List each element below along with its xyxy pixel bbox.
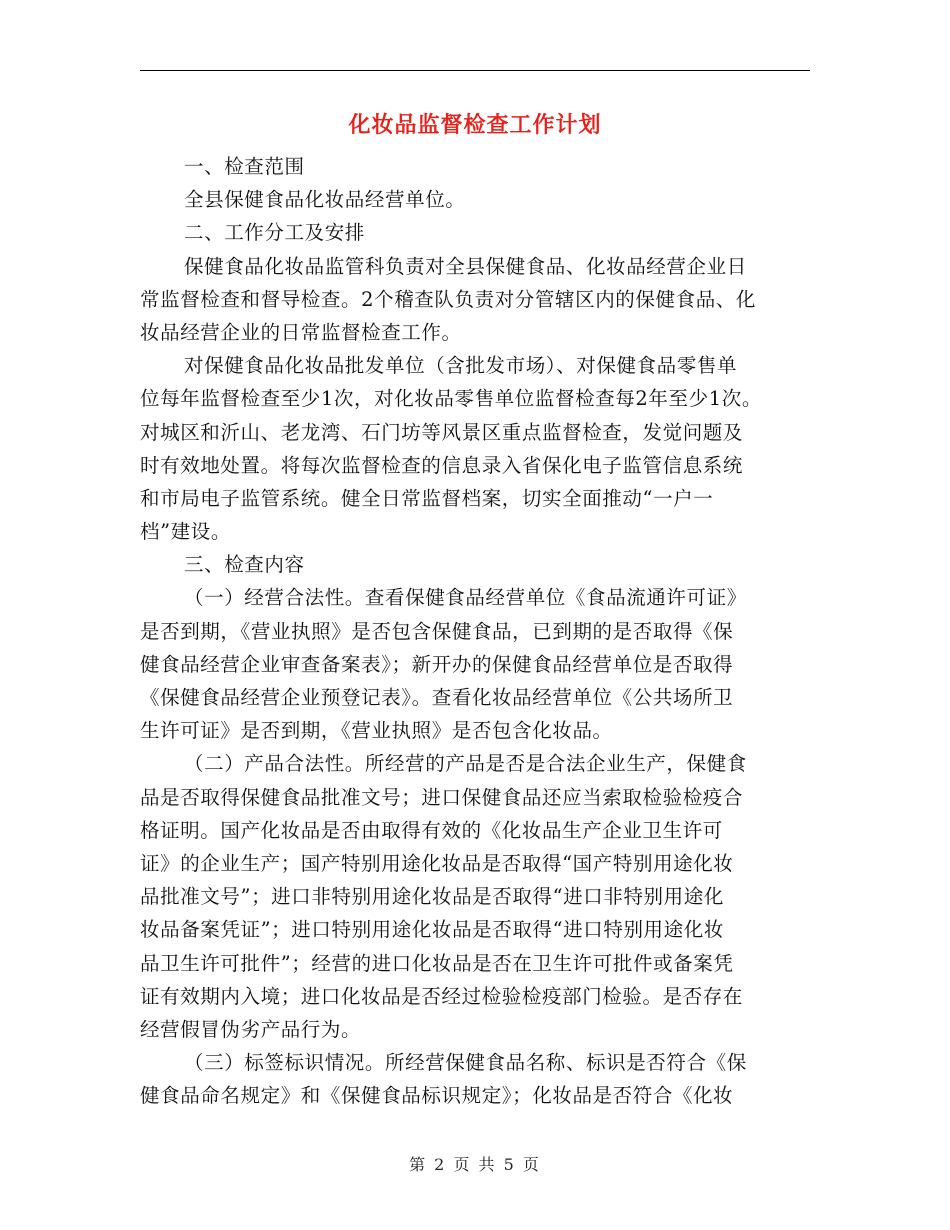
paragraph-line: 证》的企业生产；国产特别用途化妆品是否取得“国产特别用途化妆 <box>140 851 734 875</box>
paragraph-line: 证有效期内入境；进口化妆品是否经过检验检疫部门检验。是否存在 <box>140 984 744 1008</box>
paragraph-line: 档”建设。 <box>140 520 231 544</box>
section-heading-scope: 一、检查范围 <box>184 155 305 178</box>
paragraph-line: 妆品备案凭证”；进口特别用途化妆品是否取得“进口特别用途化妆 <box>140 918 724 942</box>
paragraph-line: （三）标签标识情况。所经营保健食品名称、标识是否符合《保 <box>184 1051 747 1075</box>
paragraph-line: 对保健食品化妆品批发单位（含批发市场）、对保健食品零售单 <box>184 354 738 378</box>
paragraph-line: 品批准文号”；进口非特别用途化妆品是否取得“进口非特别用途化 <box>140 885 724 909</box>
paragraph-line: 《保健食品经营企业预登记表》。查看化妆品经营单位《公共场所卫 <box>140 686 734 709</box>
paragraph-line: 品卫生许可批件”；经营的进口化妆品是否在卫生许可批件或备案凭 <box>140 951 734 975</box>
page-indicator: 第 2 页 共 5 页 <box>409 1155 541 1174</box>
paragraph-line: 健食品经营企业审查备案表》；新开办的保健食品经营单位是否取得 <box>140 652 734 676</box>
paragraph-line: 健食品命名规定》和《保健食品标识规定》；化妆品是否符合《化妆 <box>140 1084 734 1108</box>
paragraph-line: 时有效地处置。将每次监督检查的信息录入省保化电子监管信息系统 <box>140 453 744 477</box>
paragraph-line: 全县保健食品化妆品经营单位。 <box>184 188 466 212</box>
paragraph-line: 经营假冒伪劣产品行为。 <box>140 1017 362 1041</box>
paragraph-line: 格证明。国产化妆品是否由取得有效的《化妆品生产企业卫生许可 <box>140 818 723 842</box>
paragraph-line: 妆品经营企业的日常监督检查工作。 <box>140 320 462 344</box>
section-heading-content: 三、检查内容 <box>184 553 305 577</box>
paragraph-line: 对城区和沂山、老龙湾、石门坊等风景区重点监督检查，发觉问题及 <box>140 420 744 444</box>
paragraph-line: 保健食品化妆品监管科负责对全县保健食品、化妆品经营企业日 <box>184 254 747 278</box>
paragraph-line: 和市局电子监管系统。健全日常监督档案，切实全面推动“一户一 <box>140 486 714 510</box>
paragraph-line: 是否到期，《营业执照》是否包含保健食品，已到期的是否取得《保 <box>140 619 734 643</box>
paragraph-line: 生许可证》是否到期，《营业执照》是否包含化妆品。 <box>140 719 613 743</box>
paragraph-line: （二）产品合法性。所经营的产品是否是合法企业生产，保健食 <box>184 752 747 776</box>
section-heading-division: 二、工作分工及安排 <box>184 221 365 245</box>
header-rule <box>140 70 810 71</box>
paragraph-line: 常监督检查和督导检查。2个稽查队负责对分管辖区内的保健食品、化 <box>140 287 757 311</box>
document-body <box>140 150 830 1112</box>
paragraph-line: 品是否取得保健食品批准文号；进口保健食品还应当索取检验检疫合 <box>140 785 744 809</box>
document-title: 化妆品监督检查工作计划 <box>348 112 602 138</box>
paragraph-line: （一）经营合法性。查看保健食品经营单位《食品流通许可证》 <box>184 586 747 610</box>
paragraph-line: 位每年监督检查至少1次，对化妆品零售单位监督检查每2年至少1次。 <box>140 387 762 411</box>
